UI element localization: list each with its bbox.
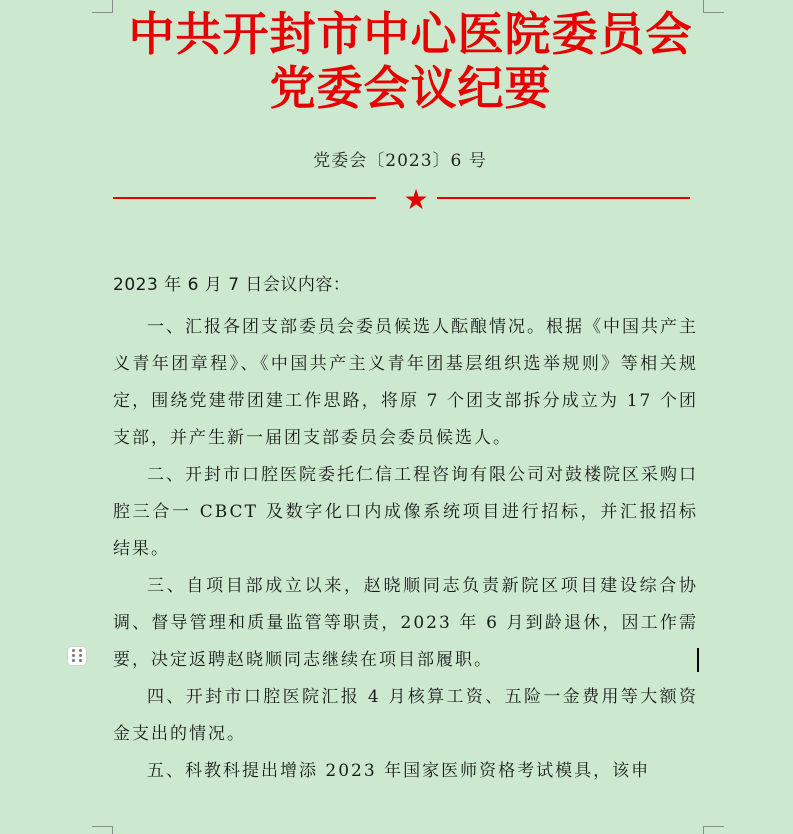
document-number: 党委会〔2023〕6 号 bbox=[313, 151, 487, 171]
paragraph-item-4[interactable]: 四、开封市口腔医院汇报 4 月核算工资、五险一金费用等大额资金支出的情况。 bbox=[113, 687, 698, 744]
document-subtitle: 党委会议纪要 bbox=[269, 61, 552, 115]
document-body[interactable] bbox=[113, 309, 698, 790]
page-corner-mark bbox=[92, 826, 113, 834]
star-icon: ★ bbox=[403, 183, 429, 216]
paragraph-item-1[interactable]: 一、汇报各团支部委员会委员候选人酝酿情况。根据《中国共产主义青年团章程》、《中国共产主义青年团基层组织选举规则》等相关规定，围绕党建带团建工作思路，将原 7 个团支部拆分成立为 17 个团支部，并产生新一届团支部委员会委员候选人。 bbox=[113, 317, 698, 448]
text-cursor bbox=[697, 648, 699, 672]
paragraph-drag-handle-icon[interactable] bbox=[68, 647, 86, 665]
page-corner-mark bbox=[703, 826, 724, 834]
paragraph-item-2[interactable]: 二、开封市口腔医院委托仁信工程咨询有限公司对鼓楼院区采购口腔三合一 CBCT 及数字化口内成像系统项目进行招标，并汇报招标结果。 bbox=[113, 465, 698, 559]
red-divider-right bbox=[437, 197, 690, 199]
paragraph-item-3[interactable]: 三、自项目部成立以来，赵晓顺同志负责新院区项目建设综合协调、督导管理和质量监管等职责，2023 年 6 月到龄退休，因工作需要，决定返聘赵晓顺同志继续在项目部履职。 bbox=[113, 576, 698, 670]
meeting-date-heading: 2023 年 6 月 7 日会议内容： bbox=[113, 275, 351, 295]
paragraph-item-5[interactable]: 五、科教科提出增添 2023 年国家医师资格考试模具，该申 bbox=[147, 761, 651, 781]
document-title: 中共开封市中心医院委员会 bbox=[128, 7, 693, 61]
red-divider-left bbox=[113, 197, 376, 199]
